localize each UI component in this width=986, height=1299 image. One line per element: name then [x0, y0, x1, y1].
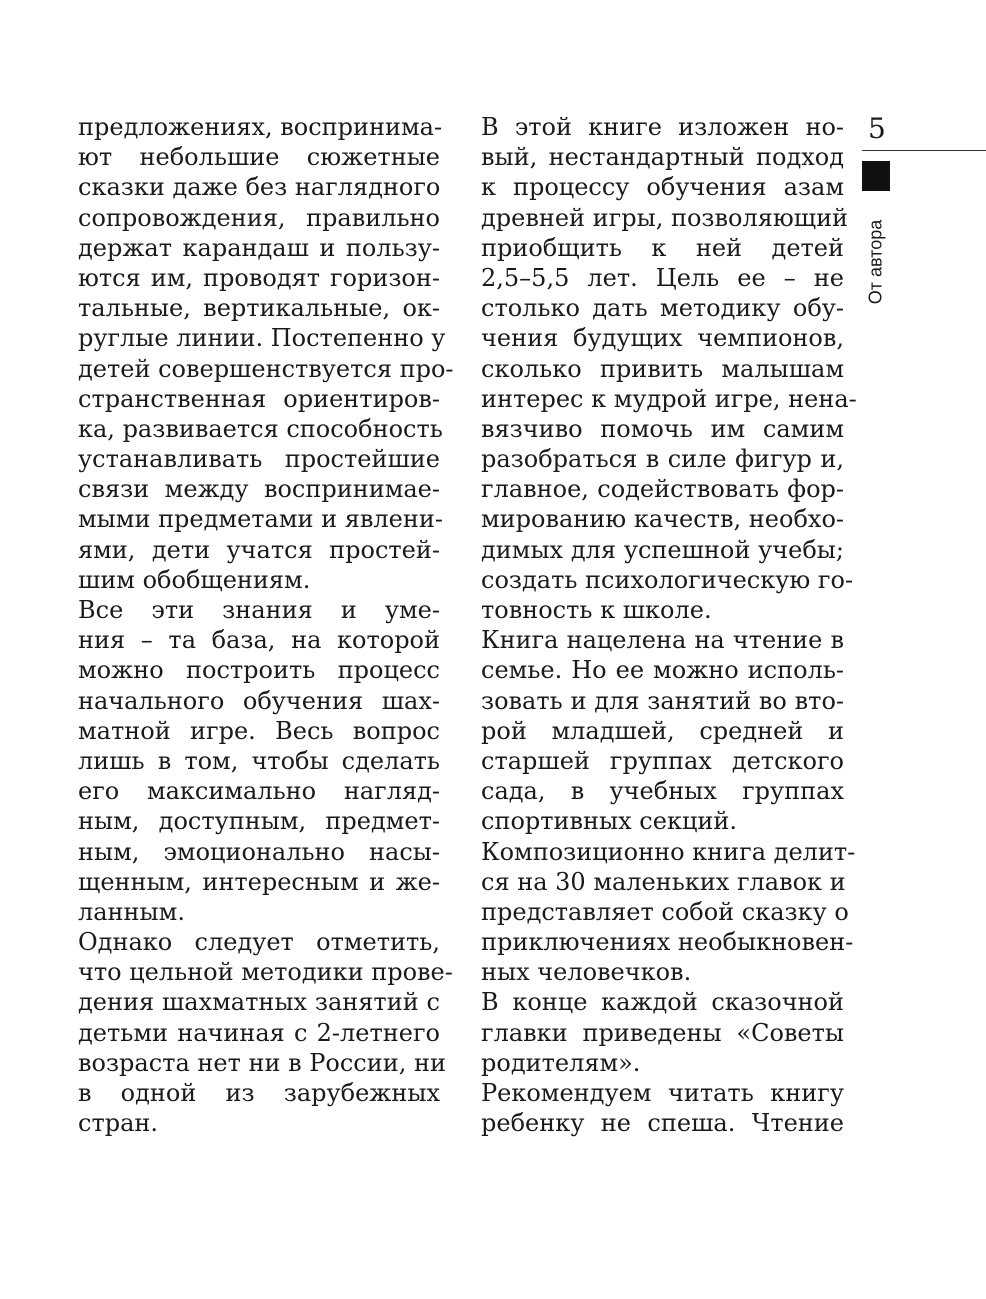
- text-line: щенным, интересным и же-: [78, 867, 440, 896]
- text-line: лишь в том, чтобы сделать: [78, 746, 440, 775]
- text-line: разобраться в силе фигур и,: [481, 445, 844, 474]
- text-line: детьми начиная с 2-летнего: [78, 1018, 440, 1047]
- paragraph: [481, 625, 844, 836]
- text-line: связи между воспринимае-: [78, 475, 440, 504]
- header-rule: [862, 150, 986, 151]
- text-line: ями, дети учатся простей-: [78, 535, 440, 564]
- text-line: начального обучения шах-: [78, 686, 440, 715]
- text-line: сколько привить малышам: [481, 354, 844, 383]
- paragraph: [78, 595, 440, 927]
- text-line: ланным.: [78, 897, 185, 926]
- text-line: приключениях необыкновен-: [481, 928, 854, 957]
- text-line: димых для успешной учебы;: [481, 535, 844, 564]
- text-line: что цельной методики прове-: [78, 958, 453, 987]
- section-title: От автора: [865, 219, 886, 305]
- section-marker: [862, 161, 890, 191]
- text-line: детей совершенствуется про-: [78, 354, 454, 383]
- right-text-column: [481, 112, 857, 1138]
- text-line: чения будущих чемпионов,: [481, 324, 844, 353]
- text-line: дения шахматных занятий с: [78, 988, 440, 1017]
- paragraph: [481, 837, 856, 988]
- text-line: мыми предметами и явлени-: [78, 505, 443, 534]
- text-line: стран.: [78, 1109, 159, 1138]
- text-line: предложениях, воспринима-: [78, 113, 443, 141]
- text-line: матной игре. Весь вопрос: [78, 716, 440, 745]
- text-line: Рекомендуем читать книгу: [481, 1079, 844, 1107]
- text-line: приобщить к ней детей: [481, 233, 844, 262]
- paragraph: [481, 112, 857, 625]
- text-line: можно построить процесс: [78, 656, 440, 685]
- text-line: старшей группах детского: [481, 746, 844, 775]
- text-line: интерес к мудрой игре, нена-: [481, 384, 857, 413]
- text-line: главки приведены «Советы: [481, 1018, 844, 1047]
- text-line: сопровождения, правильно: [78, 203, 440, 232]
- paragraph: [481, 987, 844, 1078]
- text-line: главное, содействовать фор-: [481, 475, 844, 504]
- text-line: мированию качеств, необхо-: [481, 505, 844, 534]
- text-line: вязчиво помочь им самим: [481, 414, 844, 443]
- text-line: Композиционно книга делит-: [481, 837, 856, 866]
- text-line: ребенку не спеша. Чтение: [481, 1109, 844, 1138]
- text-line: вый, нестандартный подход: [481, 143, 844, 172]
- text-line: В конце каждой сказочной: [481, 988, 844, 1017]
- text-line: ются им, проводят горизон-: [78, 263, 440, 292]
- paragraph: [78, 927, 453, 1138]
- text-line: ка, развивается способность: [78, 414, 443, 443]
- page-number: 5: [868, 112, 886, 145]
- paragraph: [78, 112, 454, 595]
- text-line: родителям».: [481, 1048, 641, 1077]
- text-line: ют небольшие сюжетные: [78, 143, 440, 172]
- text-line: ных человечков.: [481, 958, 692, 987]
- text-line: в одной из зарубежных: [78, 1079, 440, 1107]
- text-line: странственная ориентиров-: [78, 384, 440, 413]
- text-line: столько дать методику обу-: [481, 294, 844, 323]
- text-line: ния – та база, на которой: [78, 626, 440, 655]
- text-line: возраста нет ни в России, ни: [78, 1048, 446, 1077]
- text-line: В этой книге изложен но-: [481, 113, 844, 141]
- text-line: тальные, вертикальные, ок-: [78, 294, 440, 323]
- text-line: древней игры, позволяющий: [481, 203, 849, 232]
- text-line: держат карандаш и пользу-: [78, 233, 440, 262]
- text-line: рой младшей, средней и: [481, 716, 844, 745]
- paragraph: [481, 1078, 844, 1138]
- text-line: устанавливать простейшие: [78, 445, 440, 474]
- text-line: Книга нацелена на чтение в: [481, 626, 844, 655]
- text-line: зовать и для занятий во вто-: [481, 686, 844, 715]
- text-line: к процессу обучения азам: [481, 173, 844, 202]
- text-line: ным, эмоционально насы-: [78, 837, 440, 866]
- text-line: ся на 30 маленьких главок и: [481, 867, 846, 896]
- text-line: спортивных секций.: [481, 807, 737, 836]
- text-line: семье. Но ее можно исполь-: [481, 656, 844, 685]
- text-line: Все эти знания и уме-: [78, 596, 440, 624]
- text-line: представляет собой сказку о: [481, 897, 849, 926]
- text-line: шим обобщениям.: [78, 565, 311, 594]
- text-line: сказки даже без наглядного: [78, 173, 441, 202]
- text-line: руглые линии. Постепенно у: [78, 324, 446, 353]
- text-line: Однако следует отметить,: [78, 928, 440, 957]
- text-line: сада, в учебных группах: [481, 777, 844, 806]
- left-text-column: [78, 112, 454, 1138]
- text-line: создать психологическую го-: [481, 565, 854, 594]
- text-line: ным, доступным, предмет-: [78, 807, 440, 836]
- text-line: товность к школе.: [481, 596, 712, 624]
- text-line: 2,5–5,5 лет. Цель ее – не: [481, 263, 844, 292]
- text-line: его максимально нагляд-: [78, 777, 440, 806]
